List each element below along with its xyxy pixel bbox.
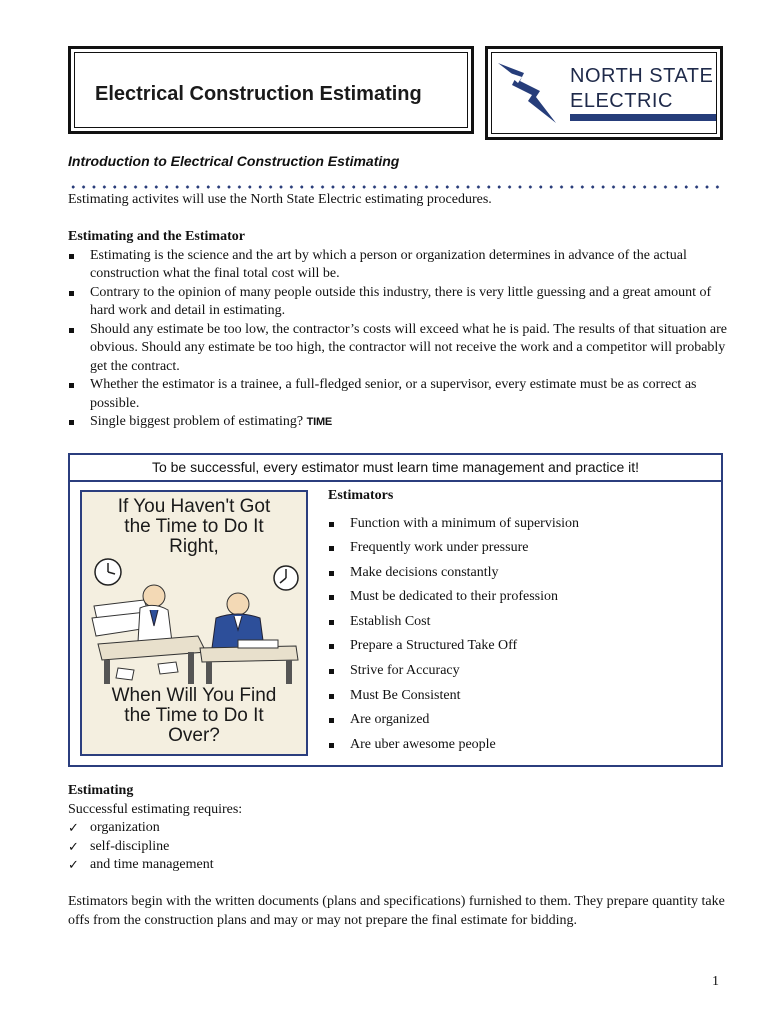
cartoon-top-caption	[82, 497, 306, 557]
estimator-section	[68, 228, 728, 432]
list-item: Frequently work under pressure	[328, 536, 708, 561]
section-heading: Introduction to Electrical Construction Estimating	[68, 153, 400, 169]
lightning-bolt-icon	[494, 57, 564, 131]
cartoon-illustration	[88, 556, 300, 686]
list-item	[68, 838, 728, 857]
list-item: Are uber awesome people	[328, 733, 708, 758]
cartoon-image	[80, 490, 308, 756]
check-item-label: organization	[90, 820, 160, 835]
checkmark-icon: ✓	[68, 838, 79, 854]
list-item: Whether the estimator is a trainee, a full-fledged senior, or a supervisor, every estimate must be as correct as possible.	[68, 376, 728, 413]
cartoon-bottom-caption	[82, 686, 306, 746]
estimators-heading: Estimators	[328, 488, 394, 503]
checkmark-icon: ✓	[68, 857, 79, 872]
list-item: Prepare a Structured Take Off	[328, 634, 708, 659]
list-item: Are organized	[328, 708, 708, 733]
checkmark-icon: ✓	[68, 820, 79, 835]
cartoon-caption-line: Over?	[168, 725, 220, 746]
list-item: Must be dedicated to their profession	[328, 585, 708, 610]
closing-paragraph: Estimators begin with the written documents (plans and specifications) furnished to them. They prepare quantity take offs from the construction plans and may or may not prepare the final estimate for bidding.	[68, 894, 725, 928]
list-item: Should any estimate be too low, the contractor’s costs will exceed what he is paid. The results of that situation are obvious. Should any estimate be too high, the contractor will not receive the work and a competitor will probably get the contract.	[68, 321, 728, 377]
logo-underline-bar	[570, 114, 716, 121]
requirements-checklist	[68, 819, 728, 875]
callout-box	[68, 453, 723, 767]
document-title: Electrical Construction Estimating	[95, 83, 422, 105]
list-item	[68, 856, 728, 875]
title-box	[68, 46, 474, 134]
page-number: 1	[712, 974, 719, 989]
callout-heading: To be successful, every estimator must learn time management and practice it!	[70, 455, 721, 482]
time-question: Single biggest problem of estimating?	[90, 414, 304, 429]
cartoon-caption-line: When Will You Find	[111, 685, 277, 706]
check-item-label: and time management	[90, 857, 214, 872]
list-item: Contrary to the opinion of many people outside this industry, there is very little guessing and a great amount of hard work and detail in estimating.	[68, 284, 728, 321]
list-item: Establish Cost	[328, 610, 708, 635]
estimators-bullet-list	[328, 512, 708, 758]
logo-text-line2: ELECTRIC	[570, 90, 673, 112]
check-item-label: self-discipline	[90, 838, 170, 854]
estimators-list-section	[328, 487, 708, 757]
list-item	[68, 413, 728, 432]
dotted-divider	[68, 184, 724, 190]
intro-paragraph: Estimating activites will use the North State Electric estimating procedures.	[68, 192, 492, 207]
list-item: Strive for Accuracy	[328, 659, 708, 684]
cartoon-caption-line: the Time to Do It	[124, 516, 264, 537]
logo-text-line1: NORTH STATE	[570, 65, 714, 87]
list-item: Make decisions constantly	[328, 561, 708, 586]
estimating-heading: Estimating	[68, 783, 134, 798]
estimator-heading: Estimating and the Estimator	[68, 229, 245, 244]
list-item: Must Be Consistent	[328, 684, 708, 709]
estimating-intro: Successful estimating requires:	[68, 801, 243, 817]
cartoon-caption-line: the Time to Do It	[124, 705, 264, 726]
list-item	[68, 819, 728, 838]
estimator-bullet-list	[68, 247, 728, 432]
company-logo	[485, 46, 723, 140]
cartoon-caption-line: If You Haven't Got	[117, 496, 271, 517]
time-emphasis: TIME	[306, 416, 333, 428]
cartoon-caption-line: Right,	[169, 536, 219, 557]
list-item: Function with a minimum of supervision	[328, 512, 708, 537]
estimating-section	[68, 782, 728, 875]
list-item: Estimating is the science and the art by which a person or organization determines in advance of the actual construction what the final total cost will be.	[68, 247, 728, 284]
